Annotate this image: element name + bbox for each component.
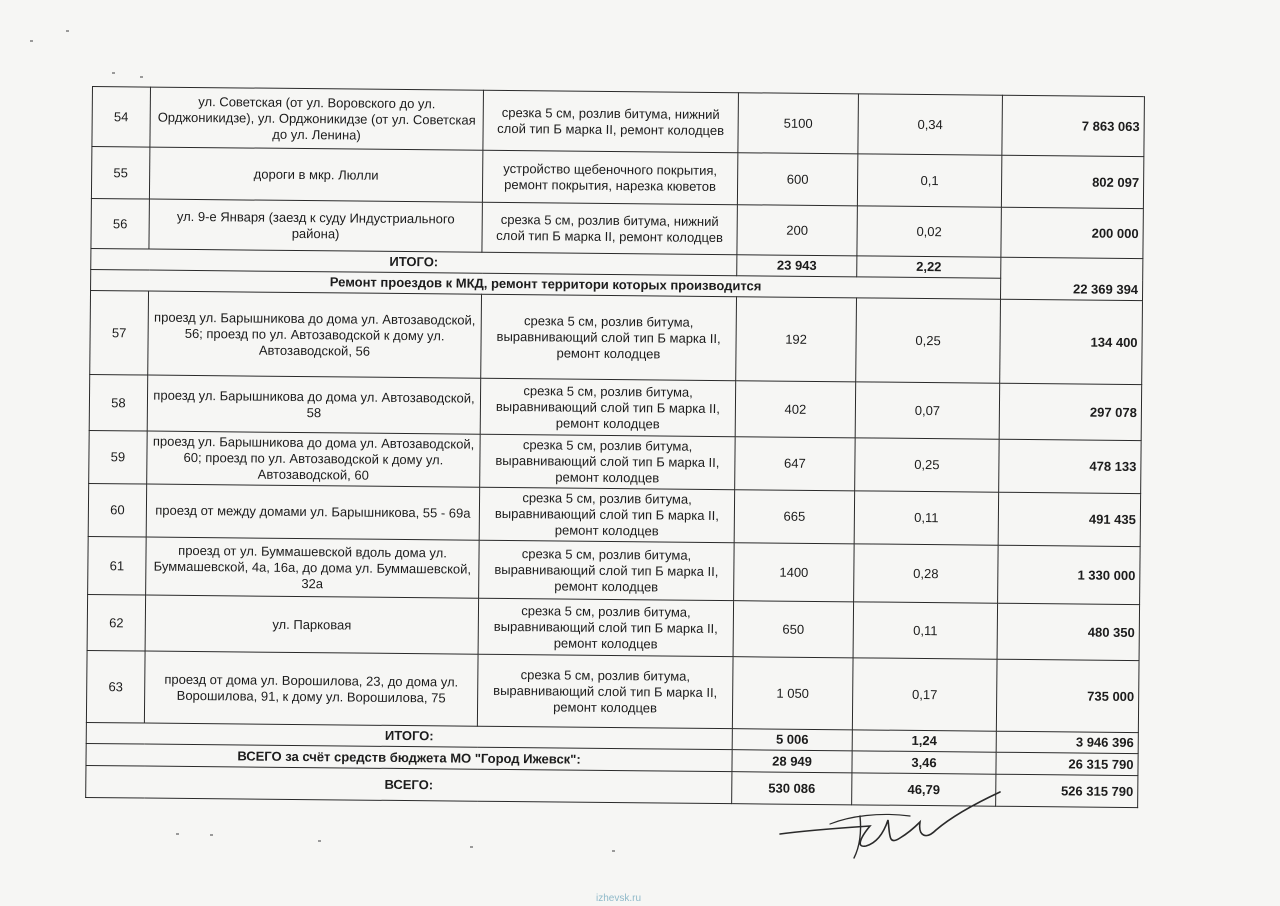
grand-total-label: ВСЕГО: (86, 765, 732, 803)
grand-total-area: 46,79 (852, 773, 996, 806)
row-area: 0,07 (855, 382, 1000, 439)
row-cost: 491 435 (998, 492, 1141, 546)
row-length: 402 (735, 381, 856, 438)
subtotal-cost: 3 946 396 (996, 731, 1138, 753)
row-cost: 200 000 (1001, 207, 1143, 258)
row-address: ул. 9-е Января (заезд к суду Индустриального района) (149, 199, 482, 252)
row-area: 0,28 (854, 544, 999, 603)
row-work: срезка 5 см, розлив битума, выравнивающий слой тип Б марка II, ремонт колодцев (481, 294, 737, 380)
row-area: 0,34 (858, 94, 1003, 155)
subtotal-length: 23 943 (737, 255, 857, 277)
subtotal-length: 5 006 (732, 729, 852, 751)
row-number: 60 (88, 483, 147, 537)
signature-icon (770, 786, 1010, 866)
row-work: срезка 5 см, розлив битума, выравнивающий слой тип Б марка II, ремонт колодцев (480, 434, 735, 489)
budget-total-length: 28 949 (732, 750, 852, 773)
table-row (86, 650, 1139, 732)
row-number: 62 (87, 594, 146, 651)
row-area: 0,02 (857, 206, 1001, 257)
table-body-top (91, 87, 1145, 301)
row-number: 63 (86, 650, 145, 723)
row-cost: 478 133 (999, 439, 1142, 493)
row-length: 647 (735, 437, 856, 491)
row-number: 61 (88, 536, 147, 595)
row-address: проезд ул. Барышникова до дома ул. Автозаводской, 56; проезд по ул. Автозаводской к дому ул. Автозаводской, 56 (148, 291, 482, 378)
row-cost: 297 078 (999, 383, 1142, 440)
scan-speck (210, 834, 213, 836)
row-length: 650 (733, 601, 854, 658)
row-work: срезка 5 см, розлив битума, выравнивающий слой тип Б марка II, ремонт колодцев (480, 378, 736, 436)
row-cost: 480 350 (997, 603, 1140, 660)
subtotal-area: 2,22 (857, 256, 1001, 278)
row-area: 0,25 (855, 438, 1000, 492)
row-cost: 134 400 (1000, 299, 1143, 384)
scan-speck (470, 846, 473, 848)
row-length: 192 (736, 297, 857, 382)
row-area: 0,11 (854, 491, 999, 545)
footer-watermark: izhevsk.ru (596, 893, 642, 904)
table-row (87, 594, 1139, 660)
row-work: срезка 5 см, розлив битума, выравнивающий слой тип Б марка II, ремонт колодцев (479, 487, 734, 542)
row-length: 1 050 (732, 657, 853, 730)
row-number: 55 (91, 147, 149, 200)
scan-speck (176, 833, 179, 835)
row-length: 5100 (738, 93, 859, 154)
row-length: 665 (734, 490, 855, 544)
table-row (90, 290, 1143, 384)
budget-total-area: 3,46 (852, 751, 996, 774)
row-number: 59 (89, 430, 148, 484)
scan-speck (612, 850, 615, 852)
row-address: дороги в мкр. Люлли (149, 147, 482, 202)
row-cost: 7 863 063 (1002, 95, 1145, 156)
row-work: устройство щебеночного покрытия, ремонт покрытия, нарезка кюветов (482, 150, 737, 204)
row-cost: 1 330 000 (998, 545, 1141, 604)
grand-total-cost: 526 315 790 (996, 774, 1138, 807)
row-work: срезка 5 см, розлив битума, нижний слой тип Б марка II, ремонт колодцев (482, 202, 737, 254)
row-area: 0,11 (853, 602, 998, 659)
section-header: Ремонт проездов к МКД, ремонт территори которых производится (91, 269, 1001, 299)
scan-speck (30, 40, 33, 42)
row-work: срезка 5 см, розлив битума, выравнивающий слой тип Б марка II, ремонт колодцев (478, 598, 734, 656)
subtotal-area: 1,24 (852, 730, 996, 752)
row-address: ул. Парковая (145, 595, 479, 654)
grand-total-length: 530 086 (732, 772, 852, 805)
subtotal-label: ИТОГО: (86, 722, 732, 749)
row-length: 200 (737, 205, 857, 256)
budget-total-label: ВСЕГО за счёт средств бюджета МО "Город Ижевск": (86, 743, 732, 771)
row-cost: 802 097 (1001, 155, 1143, 208)
row-length: 1400 (734, 543, 855, 602)
row-address: проезд ул. Барышникова до дома ул. Автозаводской, 58 (147, 375, 481, 434)
table-row (89, 374, 1141, 440)
budget-total-cost: 26 315 790 (996, 752, 1138, 775)
row-number: 54 (92, 87, 151, 148)
row-area: 0,17 (852, 658, 997, 731)
table-row (92, 87, 1145, 157)
row-number: 56 (91, 198, 149, 249)
row-address: проезд от ул. Буммашевской вдоль дома ул. Буммашевской, 4а, 16а, до дома ул. Буммашевской, 32а (146, 537, 480, 598)
row-address: проезд от дома ул. Ворошилова, 23, до дома ул. Ворошилова, 91, к дому ул. Ворошилова, 75 (144, 651, 478, 726)
table-body-bottom (86, 290, 1143, 807)
scan-speck (112, 72, 115, 74)
row-area: 0,25 (856, 298, 1001, 383)
road-repair-table (85, 86, 1145, 808)
row-length: 600 (737, 153, 857, 206)
row-address: проезд от между домами ул. Барышникова, 55 - 69а (146, 484, 479, 540)
row-area: 0,1 (857, 154, 1001, 207)
subtotal-cost: 22 369 394 (1000, 257, 1142, 300)
row-work: срезка 5 см, розлив битума, выравнивающий слой тип Б марка II, ремонт колодцев (479, 540, 735, 600)
row-number: 57 (90, 290, 149, 375)
scan-speck (318, 840, 321, 842)
scan-speck (66, 30, 69, 32)
subtotal-label: ИТОГО: (91, 248, 737, 275)
row-address: ул. Советская (от ул. Воровского до ул. Орджоникидзе), ул. Орджоникидзе (от ул. Советская до ул. Ленина) (150, 87, 484, 150)
row-number: 58 (89, 374, 148, 431)
row-cost: 735 000 (996, 659, 1139, 732)
table-row (88, 536, 1141, 604)
scan-speck (140, 76, 143, 78)
row-work: срезка 5 см, розлив битума, нижний слой тип Б марка II, ремонт колодцев (483, 90, 739, 152)
row-address: проезд ул. Барышникова до дома ул. Автозаводской, 60; проезд по ул. Автозаводской к дому ул. Автозаводской, 60 (147, 431, 480, 487)
row-work: срезка 5 см, розлив битума, выравнивающий слой тип Б марка II, ремонт колодцев (477, 654, 733, 728)
